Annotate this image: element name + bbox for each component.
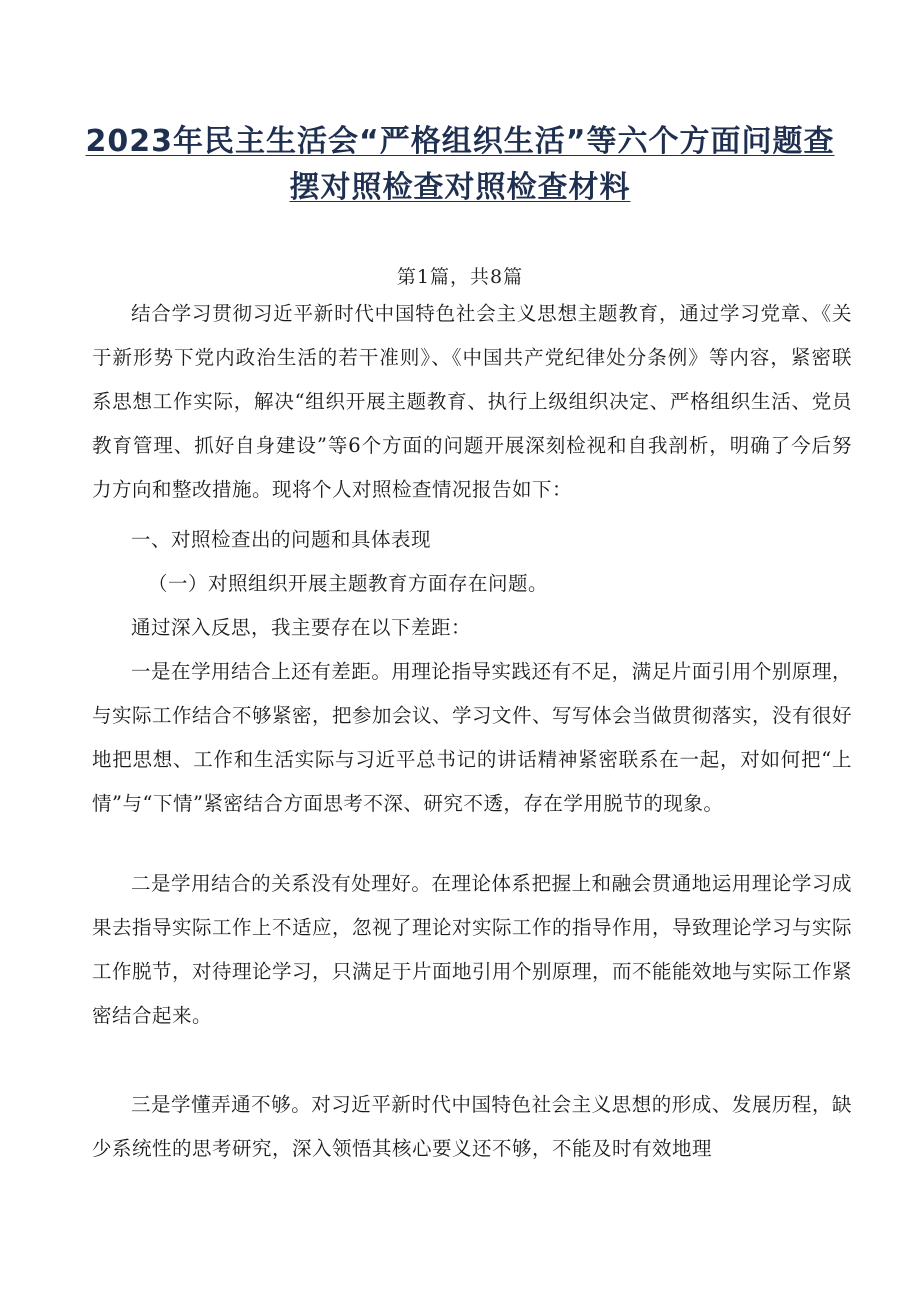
- section-label: 第1篇，共8篇: [396, 266, 524, 288]
- heading-subsection-1: （一）对照组织开展主题教育方面存在问题。: [148, 572, 549, 595]
- paragraph-reflection: 通过深入反思，我主要存在以下差距：: [131, 616, 472, 639]
- document-title-line-2: 摆对照检查对照检查材料: [289, 170, 631, 205]
- heading-section-1: 一、对照检查出的问题和具体表现: [131, 528, 432, 551]
- document-title-line-1: 2023年民主生活会“严格组织生活”等六个方面问题查: [85, 124, 835, 159]
- paragraph-point-1: 一是在学用结合上还有差距。用理论指导实践还有不足，满足片面引用个别原理，与实际工作结合不够紧密，把参加会议、学习文件、写写体会当做贯彻落实，没有很好地把思想、工作和生活实际与习近平总书记的讲话精神紧密联系在一起，对如何把“上情”与“下情”紧密结合方面思考不深、研究不透，存在学用脱节的现象。: [92, 660, 853, 815]
- paragraph-intro: 结合学习贯彻习近平新时代中国特色社会主义思想主题教育，通过学习党章、《关于新形势下党内政治生活的若干准则》、《中国共产党纪律处分条例》等内容，紧密联系思想工作实际，解决“组织开展主题教育、执行上级组织决定、严格组织生活、党员教育管理、抓好自身建设”等6个方面的问题开展深刻检视和自我剖析，明确了今后努力方向和整改措施。现将个人对照检查情况报告如下：: [92, 302, 852, 501]
- paragraph-point-3: 三是学懂弄通不够。对习近平新时代中国特色社会主义思想的形成、发展历程，缺少系统性的思考研究，深入领悟其核心要义还不够，不能及时有效地理: [92, 1093, 852, 1160]
- paragraph-point-2: 二是学用结合的关系没有处理好。在理论体系把握上和融会贯通地运用理论学习成果去指导实际工作上不适应，忽视了理论对实际工作的指导作用，导致理论学习与实际工作脱节，对待理论学习，只满足于片面地引用个别原理，而不能能效地与实际工作紧密结合起来。: [92, 872, 853, 1027]
